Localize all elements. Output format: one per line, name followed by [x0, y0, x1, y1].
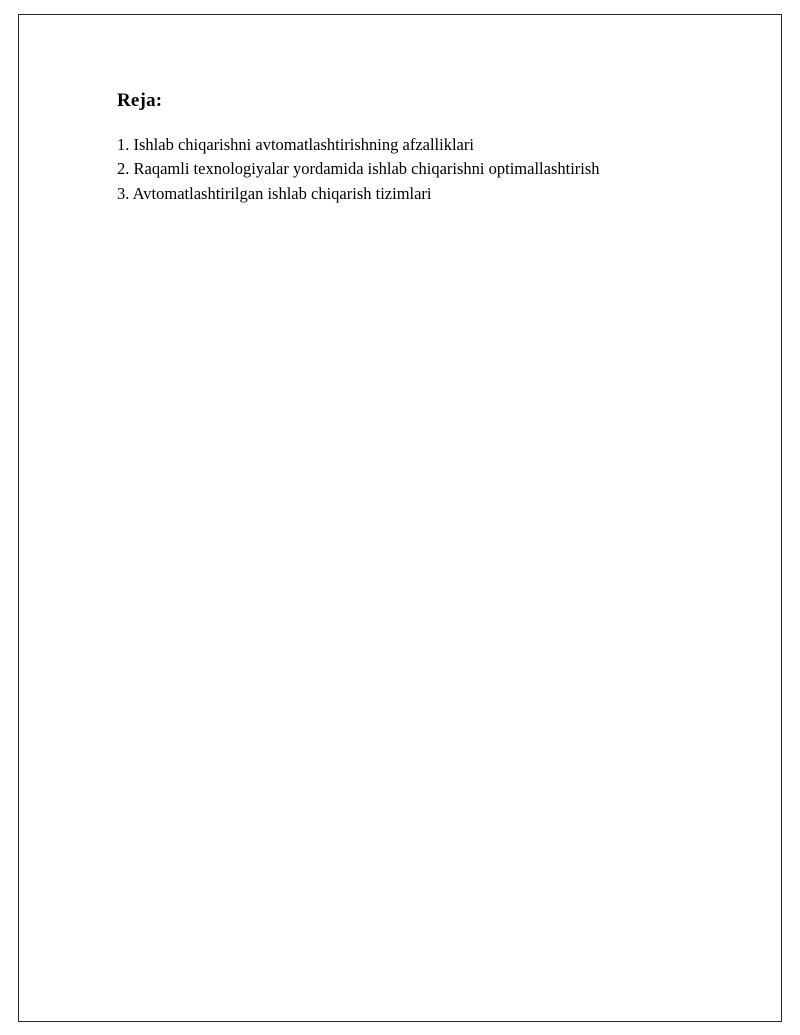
page-title: Reja: [117, 90, 163, 111]
list-item-label: Avtomatlashtirilgan ishlab chiqarish tizimlari [132, 183, 432, 203]
list-item-number: 3. [117, 183, 130, 203]
list-item-number: 2. [117, 159, 130, 179]
list-item-number: 1. [117, 134, 130, 154]
plan-list [117, 133, 677, 207]
document-content [117, 90, 677, 206]
list-item-label: Ishlab chiqarishni avtomatlashtirishning afzalliklari [133, 134, 474, 154]
list-item [117, 182, 677, 207]
list-item [117, 133, 677, 158]
list-item-label: Raqamli texnologiyalar yordamida ishlab chiqarishni optimallashtirish [133, 159, 600, 179]
list-item [117, 157, 677, 182]
